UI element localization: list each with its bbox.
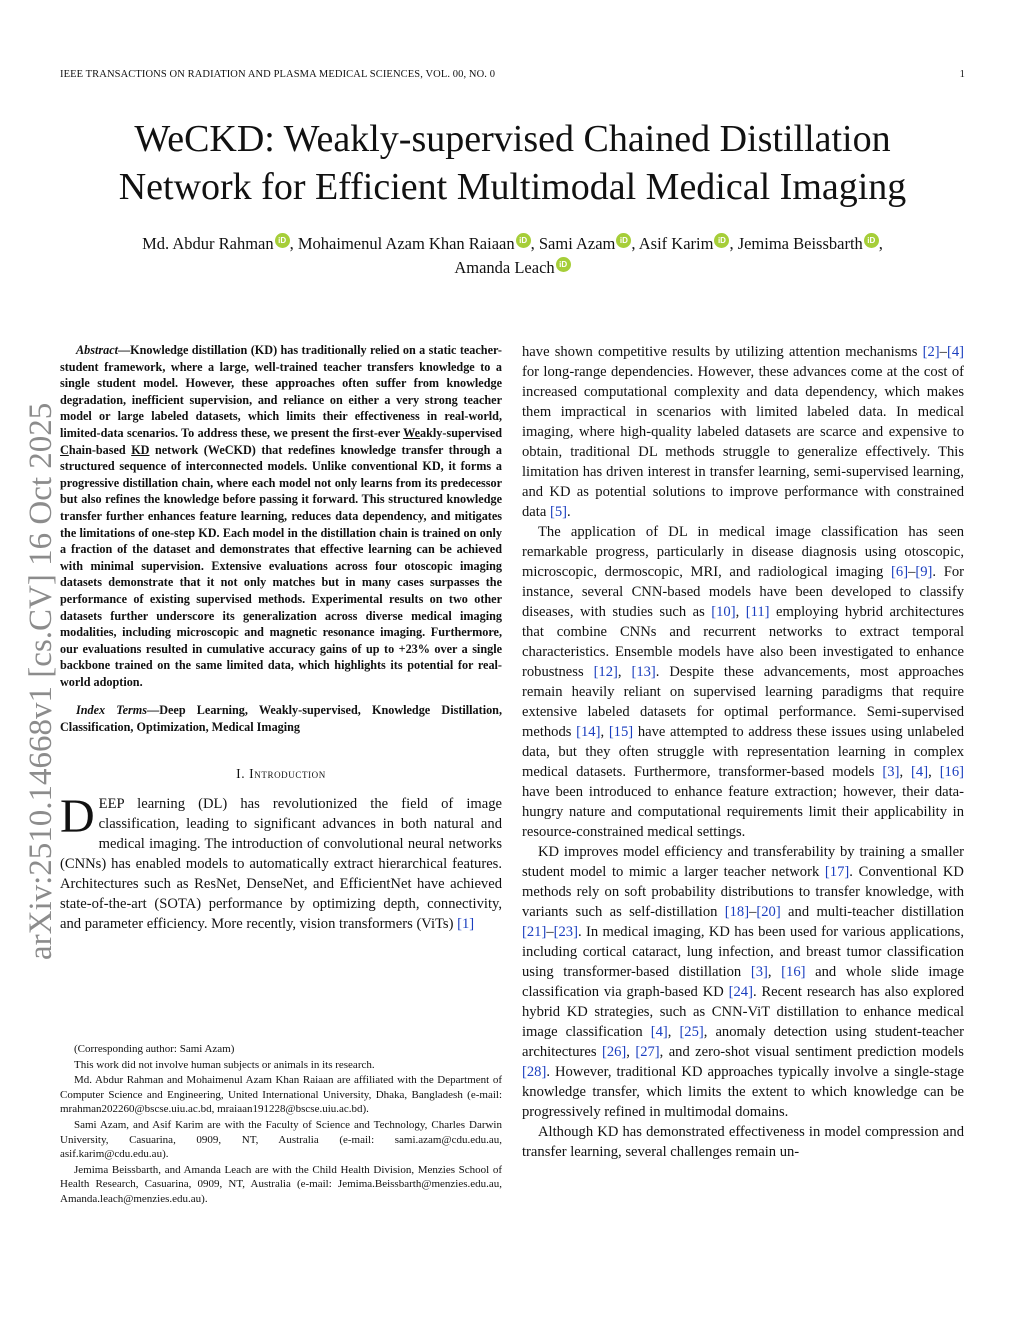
journal-name: IEEE TRANSACTIONS ON RADIATION AND PLASMA MEDICAL SCIENCES, VOL. 00, NO. 0 xyxy=(60,69,496,80)
intro-paragraph-2 xyxy=(522,522,964,842)
citation-link[interactable]: [3] xyxy=(750,964,768,980)
index-terms-label: Index Terms xyxy=(76,703,148,718)
abstract: Abstract—Knowledge distillation (KD) has traditionally relied on a static teacher-student framework, where a large, well-trained teacher transfers knowledge to a single student model. However, these approaches often suffer from knowledge degradation, inefficient supervision, and reliance on either a very strong teacher model or large labeled datasets, which limits their effectiveness in real-world, limited-data scenarios. To address these, we present the first-ever Weakly-supervised Chain-based KD network (WeCKD) that redefines knowledge transfer through a structured sequence of interconnected models. Unlike conventional KD, it forms a progressive distillation chain, where each model not only learns from its predecessor but also refines the knowledge before passing it forward. This structured knowledge transfer further enhances feature learning, reduces data dependency, and mitigates the limitations of one-step KD. Each model in the distillation chain is trained on only a fraction of the dataset and demonstrates that effective learning can be achieved with minimal supervision. Extensive evaluations across four otoscopic imaging datasets demonstrate that it not only matches but in many cases surpasses the performance of existing supervised methods. Experimental results on two other datasets further underscore its generalization across diverse medical imaging modalities, including microscopic and magnetic resonance imaging. Furthermore, our evaluations resulted in cumulative accuracy gains of up to +23% over a single backbone trained on the same limited data, which highlights its potential for real-world adoption. xyxy=(60,343,502,689)
body-text: , xyxy=(600,724,609,740)
body-text: EEP learning (DL) has revolutionized the field of image classification, leading to significant advances in both natural and medical imaging. The introduction of convolutional neural networks (CNNs) has enabled models to automatically extract hierarchical features. Architectures such as ResNet, DenseNet, and EfficientNet have achieved state-of-the-art (SOTA) performance by optimizing depth, connectivity, and parameter efficiency. More recently, vision transformers (ViTs) xyxy=(60,795,502,932)
author-line-1: Md. Abdur Rahman iD , Mohaimenul Azam Khan Raiaan iD , Sami Azam iD , Asif Karim iD , Jemima Beissbarth iD , xyxy=(142,234,883,253)
running-header xyxy=(60,69,965,85)
paper-title xyxy=(60,115,965,211)
author-name: Mohaimenul Azam Khan Raiaan xyxy=(297,234,515,253)
author-list xyxy=(60,232,965,280)
author-name: Jemima Beissbarth xyxy=(737,234,863,253)
body-text: . For instance, several CNN-based models have been developed to classify diseases, with studies such as xyxy=(522,564,964,620)
orcid-icon[interactable]: iD xyxy=(616,233,631,248)
body-text: , and zero-shot visual sentiment prediction models xyxy=(659,1044,964,1060)
body-text: . In medical imaging, KD has been used for various applications, including cortical cataract, lung infection, and breast tumor classification using transformer-based distillation xyxy=(522,924,964,980)
footnote: Sami Azam, and Asif Karim are with the Faculty of Science and Technology, Charles Darwin University, Casuarina, 0909, NT, Australia (e-mail: sami.azam@cdu.edu.au, asif.karim@cdu.edu.au). xyxy=(60,1118,502,1161)
citation-link[interactable]: [18] xyxy=(724,904,750,920)
acronym-letters: KD xyxy=(131,442,150,457)
abstract-text: network (WeCKD) that redefines knowledge transfer through a structured sequence of interconnected models. Unlike conventional KD, it forms a progressive distillation chain, where each model not only learns from its predecessor but also refines the knowledge before passing it forward. This structured knowledge transfer further enhances feature learning, reduces data dependency, and mitigates the limitations of one-step KD. Each model in the distillation chain is trained on only a fraction of the dataset and demonstrates that effective learning can be achieved with minimal supervision. Extensive evaluations across four otoscopic imaging datasets demonstrate that it not only matches but in many cases surpasses the performance of existing supervised methods. Experimental results on two other datasets further underscore its generalization across diverse medical imaging modalities, including microscopic and magnetic resonance imaging. Furthermore, our evaluations resulted in cumulative accuracy gains of up to +23% over a single backbone trained on the same limited data, which highlights its potential for real-world adoption. xyxy=(60,442,502,689)
body-text: – xyxy=(749,904,757,920)
citation-link[interactable]: [16] xyxy=(781,964,806,980)
body-text: have been introduced to enhance feature extraction; however, their data-hungry nature and computational requirements limit their applicability in resource-constrained medical settings. xyxy=(522,784,964,840)
body-text: . xyxy=(567,504,571,520)
citation-link[interactable]: [13] xyxy=(631,664,656,680)
body-text: employing hybrid architectures that combine CNNs and recurrent networks to extract temporal characteristics. Ensemble models have also been investigated to enhance robustness xyxy=(522,604,965,680)
intro-paragraph-1 xyxy=(60,789,502,934)
body-text: and multi-teacher distillation xyxy=(780,904,964,920)
arxiv-stamp: arXiv:2510.14668v1 [cs.CV] 16 Oct 2025 xyxy=(23,402,59,960)
body-text: . However, traditional KD approaches typically involve a single-stage knowledge transfer, which limits the extent to which knowledge can be progressively refined in multimodal domains. xyxy=(522,1064,964,1120)
citation-link[interactable]: [6] xyxy=(891,564,909,580)
orcid-icon[interactable]: iD xyxy=(275,233,290,248)
author-line-2 xyxy=(60,256,965,280)
orcid-icon[interactable]: iD xyxy=(516,233,531,248)
left-column xyxy=(60,342,502,934)
body-text: The application of DL in medical image classification has seen remarkable progress, particularly in disease diagnosis using otoscopic, microscopic, dermoscopic, MRI, and radiological imaging xyxy=(522,524,964,580)
abstract-text: akly-supervised xyxy=(420,425,502,440)
citation-link[interactable]: [25] xyxy=(679,1024,704,1040)
citation-link[interactable]: [1] xyxy=(457,915,475,932)
citation-link[interactable]: [9] xyxy=(915,564,933,580)
citation-link[interactable]: [3] xyxy=(882,764,900,780)
citation-link[interactable]: [23] xyxy=(553,924,578,940)
citation-link[interactable]: [11] xyxy=(745,604,770,620)
body-text: for long-range dependencies. However, these advances come at the cost of increased computational complexity and data dependency, which makes them impractical in scenarios with limited labeled data. In medical imaging, where high-quality labeled datasets are scarce and expensive to obtain, traditional DL methods struggle to generalize effectively. This limitation has driven interest in transfer learning, semi-supervised learning, and KD as potential solutions to improve performance with constrained data xyxy=(522,364,964,520)
citation-link[interactable]: [12] xyxy=(593,664,618,680)
index-terms: Index Terms—Deep Learning, Weakly-supervised, Knowledge Distillation, Classification, Optimization, Medical Imaging xyxy=(60,703,502,735)
body-text: , xyxy=(617,664,632,680)
body-text: , xyxy=(767,964,782,980)
citation-link[interactable]: [5] xyxy=(549,504,567,520)
citation-link[interactable]: [2] xyxy=(922,344,940,360)
orcid-icon[interactable]: iD xyxy=(864,233,879,248)
citation-link[interactable]: [27] xyxy=(635,1044,660,1060)
footnote: Md. Abdur Rahman and Mohaimenul Azam Khan Raiaan are affiliated with the Department of Computer Science and Engineering, United International University, Dhaka, Bangladesh (e-mail: mrahman202260@bscse.uiu.ac.bd, mraiaan191228@bscse.uiu.ac.bd). xyxy=(60,1074,502,1116)
citation-link[interactable]: [15] xyxy=(608,724,634,740)
author-name: Amanda Leach xyxy=(454,258,555,277)
body-text: – xyxy=(546,924,554,940)
drop-cap: D xyxy=(60,789,95,843)
intro-paragraph-1-continued xyxy=(522,342,964,522)
body-text: , xyxy=(928,764,940,780)
citation-link[interactable]: [4] xyxy=(911,764,929,780)
orcid-icon[interactable]: iD xyxy=(714,233,729,248)
author-name: Asif Karim xyxy=(638,234,714,253)
title-line-1: WeCKD: Weakly-supervised Chained Distillation xyxy=(134,118,891,160)
citation-link[interactable]: [26] xyxy=(601,1044,627,1060)
body-text: . Conventional KD methods rely on soft probability distributions to transfer knowledge, with variants such as self-distillation xyxy=(522,864,964,920)
citation-link[interactable]: [14] xyxy=(576,724,601,740)
footnote: Jemima Beissbarth, and Amanda Leach are with the Child Health Division, Menzies School of Health Research, Casuarina, 0909, NT, Australia (e-mail: Jemima.Beissbarth@menzies.edu.au, Amanda.leach@menzies.edu.au). xyxy=(60,1163,502,1205)
author-name: Sami Azam xyxy=(538,234,616,253)
citation-link[interactable]: [21] xyxy=(522,924,547,940)
body-text: , anomaly detection using student-teacher architectures xyxy=(522,1024,965,1060)
orcid-icon[interactable]: iD xyxy=(556,257,571,272)
body-text: – xyxy=(939,344,947,360)
citation-link[interactable]: [4] xyxy=(650,1024,668,1040)
body-text: , xyxy=(667,1024,680,1040)
footnotes xyxy=(60,1042,502,1208)
abstract-text: hain-based xyxy=(68,442,132,457)
citation-link[interactable]: [16] xyxy=(939,764,965,780)
page-number: 1 xyxy=(959,69,965,80)
body-text: – xyxy=(908,564,916,580)
body-text: , xyxy=(626,1044,636,1060)
acronym-letters: We xyxy=(403,425,421,440)
body-text: , xyxy=(735,604,746,620)
body-text: have shown competitive results by utilizing attention mechanisms xyxy=(522,344,923,360)
body-text: have attempted to address these issues using unlabeled data, but they often struggle with representation learning in complex medical datasets. Furthermore, transformer-based models xyxy=(522,724,965,780)
citation-link[interactable]: [10] xyxy=(711,604,736,620)
footnote: This work did not involve human subjects or animals in its research. xyxy=(74,1058,375,1071)
body-text: , xyxy=(899,764,912,780)
title-line-2: Network for Efficient Multimodal Medical Imaging xyxy=(118,166,907,208)
intro-paragraph-4: Although KD has demonstrated effectiveness in model compression and transfer learning, several challenges remain un- xyxy=(522,1124,964,1160)
acronym-letters: C xyxy=(60,442,69,457)
citation-link[interactable]: [4] xyxy=(946,344,964,360)
abstract-label: Abstract xyxy=(76,343,118,357)
body-text: KD improves model efficiency and transferability by training a smaller student model to mimic a larger teacher network xyxy=(522,844,964,880)
citation-link[interactable]: [28] xyxy=(522,1064,547,1080)
index-terms-text: Deep Learning, Weakly-supervised, Knowledge Distillation, Classification, Optimization, Medical Imaging xyxy=(60,703,502,735)
body-text: . Despite these advancements, most approaches remain heavily reliant on supervised learning paradigms that require extensive labeled datasets for optimal performance. Semi-supervised methods xyxy=(522,664,964,740)
body-text: . Recent research has also explored hybrid KD strategies, such as CNN-ViT distillation to enhance medical image classification xyxy=(522,984,964,1040)
author-name: Md. Abdur Rahman xyxy=(142,234,274,253)
intro-paragraph-3 xyxy=(522,842,964,1122)
citation-link[interactable]: [24] xyxy=(728,984,753,1000)
citation-link[interactable]: [17] xyxy=(824,864,850,880)
section-heading-introduction: I. Introduction xyxy=(236,765,326,781)
footnote: (Corresponding author: Sami Azam) xyxy=(74,1043,235,1055)
citation-link[interactable]: [20] xyxy=(756,904,781,920)
abstract-text: Knowledge distillation (KD) has traditionally relied on a static teacher-student framework, where a large, well-trained teacher transfers knowledge to a single student model. However, these approaches often suffer from knowledge degradation, inefficient supervision, and reliance on either a very strong teacher model or large labeled datasets, which limits their effectiveness in real-world, limited-data scenarios. To address these, we present the first-ever xyxy=(60,343,502,440)
body-text: and whole slide image classification via graph-based KD xyxy=(522,964,965,1000)
right-column xyxy=(522,342,964,1162)
